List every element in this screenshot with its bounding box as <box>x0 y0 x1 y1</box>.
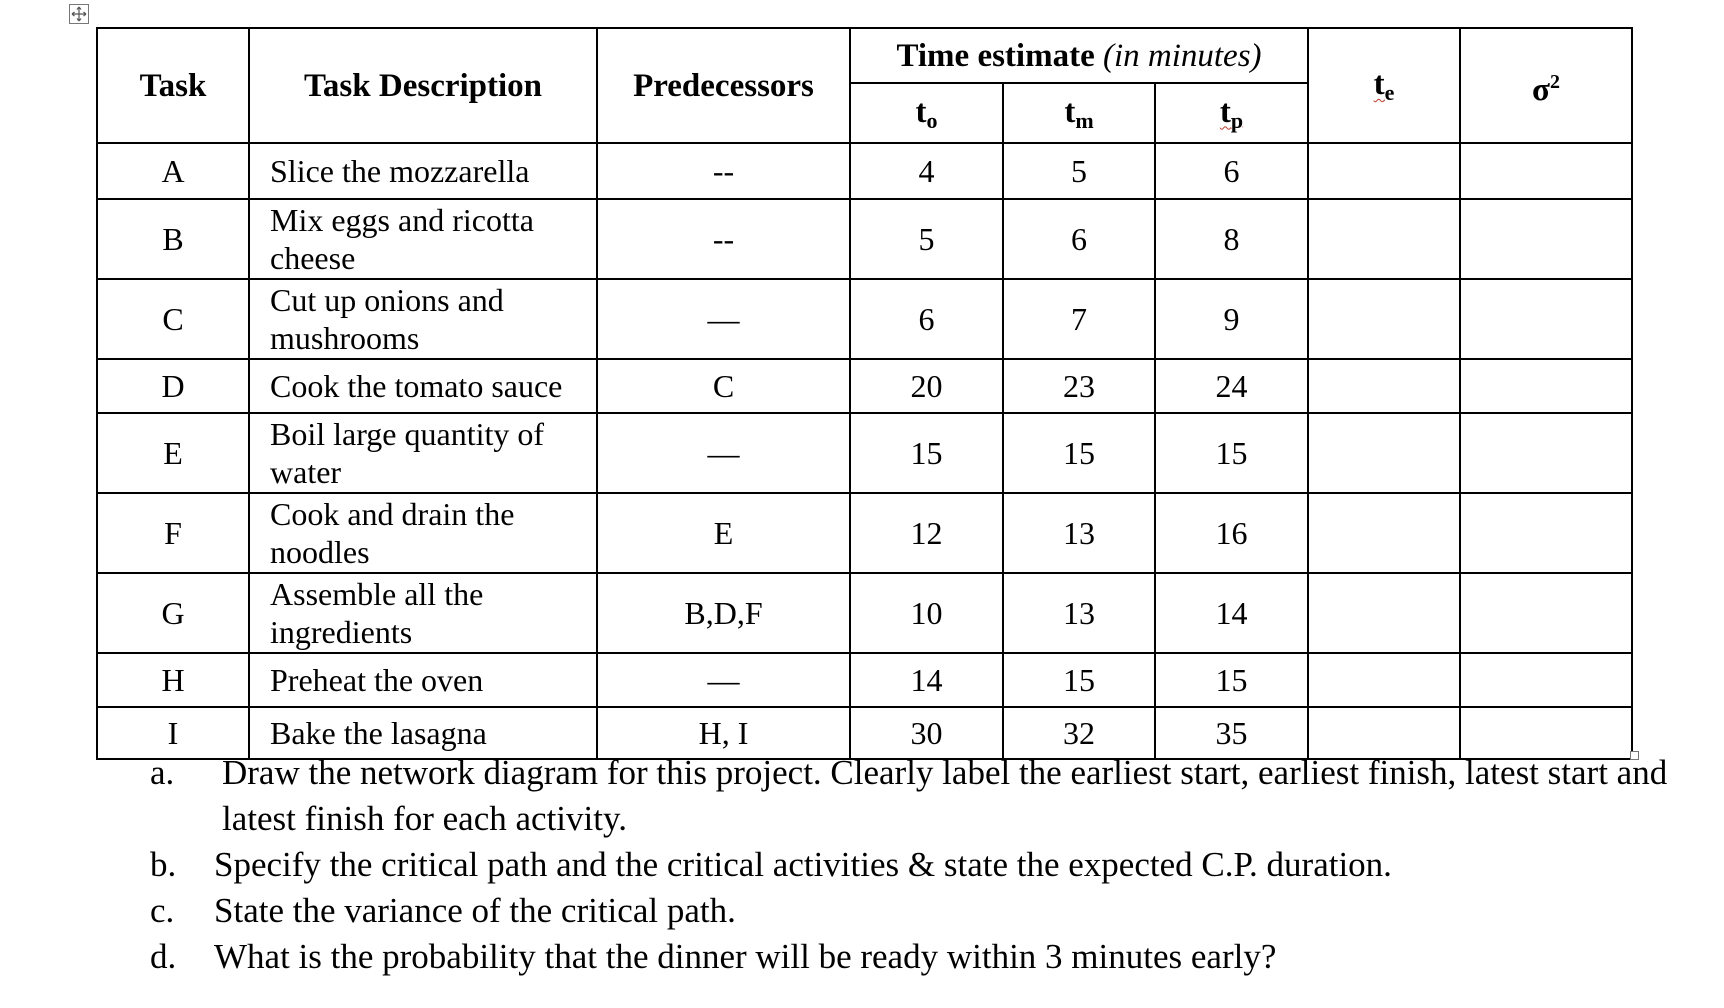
question-text: Draw the network diagram for this project. Clearly label the earliest start, earliest finish, latest start and latest finish for each activity. <box>222 753 1668 838</box>
header-predecessors: Predecessors <box>597 28 850 143</box>
task-description: Mix eggs and ricotta cheese <box>249 199 597 279</box>
question-item <box>150 888 1720 934</box>
task-tp: 8 <box>1155 199 1308 279</box>
table-row <box>97 199 1632 279</box>
question-text: Specify the critical path and the critical activities & state the expected C.P. duration. <box>214 845 1392 884</box>
question-label: a. <box>150 753 175 792</box>
te-label: te <box>1373 66 1395 105</box>
table-move-handle[interactable] <box>69 4 89 24</box>
task-id: G <box>97 573 249 653</box>
task-to: 5 <box>850 199 1003 279</box>
task-tp: 6 <box>1155 143 1308 199</box>
move-icon <box>71 6 87 22</box>
task-predecessors: E <box>597 493 850 573</box>
header-tm: tm <box>1003 83 1155 143</box>
task-tp: 15 <box>1155 653 1308 707</box>
task-te[interactable] <box>1308 279 1460 359</box>
question-text: State the variance of the critical path. <box>214 891 736 930</box>
header-task: Task <box>97 28 249 143</box>
task-tp: 14 <box>1155 573 1308 653</box>
table-row <box>97 143 1632 199</box>
task-tp: 15 <box>1155 413 1308 493</box>
task-id: B <box>97 199 249 279</box>
time-estimate-label: Time estimate <box>896 37 1095 74</box>
task-tp: 24 <box>1155 359 1308 413</box>
task-predecessors: — <box>597 413 850 493</box>
task-description: Cut up onions and mushrooms <box>249 279 597 359</box>
task-tp: 35 <box>1155 707 1308 759</box>
task-tp: 9 <box>1155 279 1308 359</box>
task-to: 12 <box>850 493 1003 573</box>
task-tm: 15 <box>1003 653 1155 707</box>
table-row <box>97 493 1632 573</box>
header-te <box>1308 28 1460 143</box>
task-tm: 13 <box>1003 573 1155 653</box>
question-item <box>150 842 1720 888</box>
task-id: E <box>97 413 249 493</box>
task-tm: 23 <box>1003 359 1155 413</box>
task-tm: 15 <box>1003 413 1155 493</box>
task-to: 6 <box>850 279 1003 359</box>
task-variance[interactable] <box>1460 359 1632 413</box>
task-description: Cook and drain the noodles <box>249 493 597 573</box>
table-row <box>97 279 1632 359</box>
table-row <box>97 653 1632 707</box>
header-to: to <box>850 83 1003 143</box>
task-to: 20 <box>850 359 1003 413</box>
task-id: F <box>97 493 249 573</box>
task-to: 14 <box>850 653 1003 707</box>
task-variance[interactable] <box>1460 573 1632 653</box>
header-time-estimate <box>850 28 1308 83</box>
task-description: Boil large quantity of water <box>249 413 597 493</box>
task-tm: 13 <box>1003 493 1155 573</box>
task-variance[interactable] <box>1460 279 1632 359</box>
question-item <box>150 934 1720 980</box>
table-row <box>97 413 1632 493</box>
task-te[interactable] <box>1308 413 1460 493</box>
task-variance[interactable] <box>1460 143 1632 199</box>
header-tp: tp <box>1155 83 1308 143</box>
task-id: A <box>97 143 249 199</box>
task-tp: 16 <box>1155 493 1308 573</box>
task-id: D <box>97 359 249 413</box>
question-label: b. <box>150 845 177 884</box>
task-predecessors: C <box>597 359 850 413</box>
task-to: 15 <box>850 413 1003 493</box>
task-tm: 7 <box>1003 279 1155 359</box>
task-to: 30 <box>850 707 1003 759</box>
task-description: Cook the tomato sauce <box>249 359 597 413</box>
task-variance[interactable] <box>1460 493 1632 573</box>
task-te[interactable] <box>1308 359 1460 413</box>
question-item <box>150 750 1720 842</box>
question-list <box>150 750 1720 980</box>
task-predecessors: — <box>597 653 850 707</box>
task-predecessors: H, I <box>597 707 850 759</box>
task-description: Assemble all the ingredients <box>249 573 597 653</box>
task-variance[interactable] <box>1460 653 1632 707</box>
question-label: c. <box>150 891 175 930</box>
task-id: I <box>97 707 249 759</box>
task-id: C <box>97 279 249 359</box>
task-description: Preheat the oven <box>249 653 597 707</box>
question-text: What is the probability that the dinner will be ready within 3 minutes early? <box>214 937 1277 976</box>
task-te[interactable] <box>1308 493 1460 573</box>
header-variance <box>1460 28 1632 143</box>
task-te[interactable] <box>1308 199 1460 279</box>
task-variance[interactable] <box>1460 199 1632 279</box>
sigma-label: $\sigma^2$ <box>1532 70 1560 108</box>
task-predecessors: — <box>597 279 850 359</box>
table-row <box>97 573 1632 653</box>
task-to: 4 <box>850 143 1003 199</box>
time-estimate-unit: (in minutes) <box>1102 37 1262 74</box>
task-description: Bake the lasagna <box>249 707 597 759</box>
task-predecessors: B,D,F <box>597 573 850 653</box>
task-tm: 32 <box>1003 707 1155 759</box>
task-predecessors: -- <box>597 199 850 279</box>
task-to: 10 <box>850 573 1003 653</box>
task-te[interactable] <box>1308 143 1460 199</box>
task-te[interactable] <box>1308 573 1460 653</box>
task-description: Slice the mozzarella <box>249 143 597 199</box>
table-row <box>97 359 1632 413</box>
task-tm: 6 <box>1003 199 1155 279</box>
header-description: Task Description <box>249 28 597 143</box>
task-variance[interactable] <box>1460 413 1632 493</box>
question-label: d. <box>150 937 177 976</box>
task-te[interactable] <box>1308 653 1460 707</box>
task-id: H <box>97 653 249 707</box>
task-tm: 5 <box>1003 143 1155 199</box>
task-predecessors: -- <box>597 143 850 199</box>
task-table <box>96 27 1633 760</box>
